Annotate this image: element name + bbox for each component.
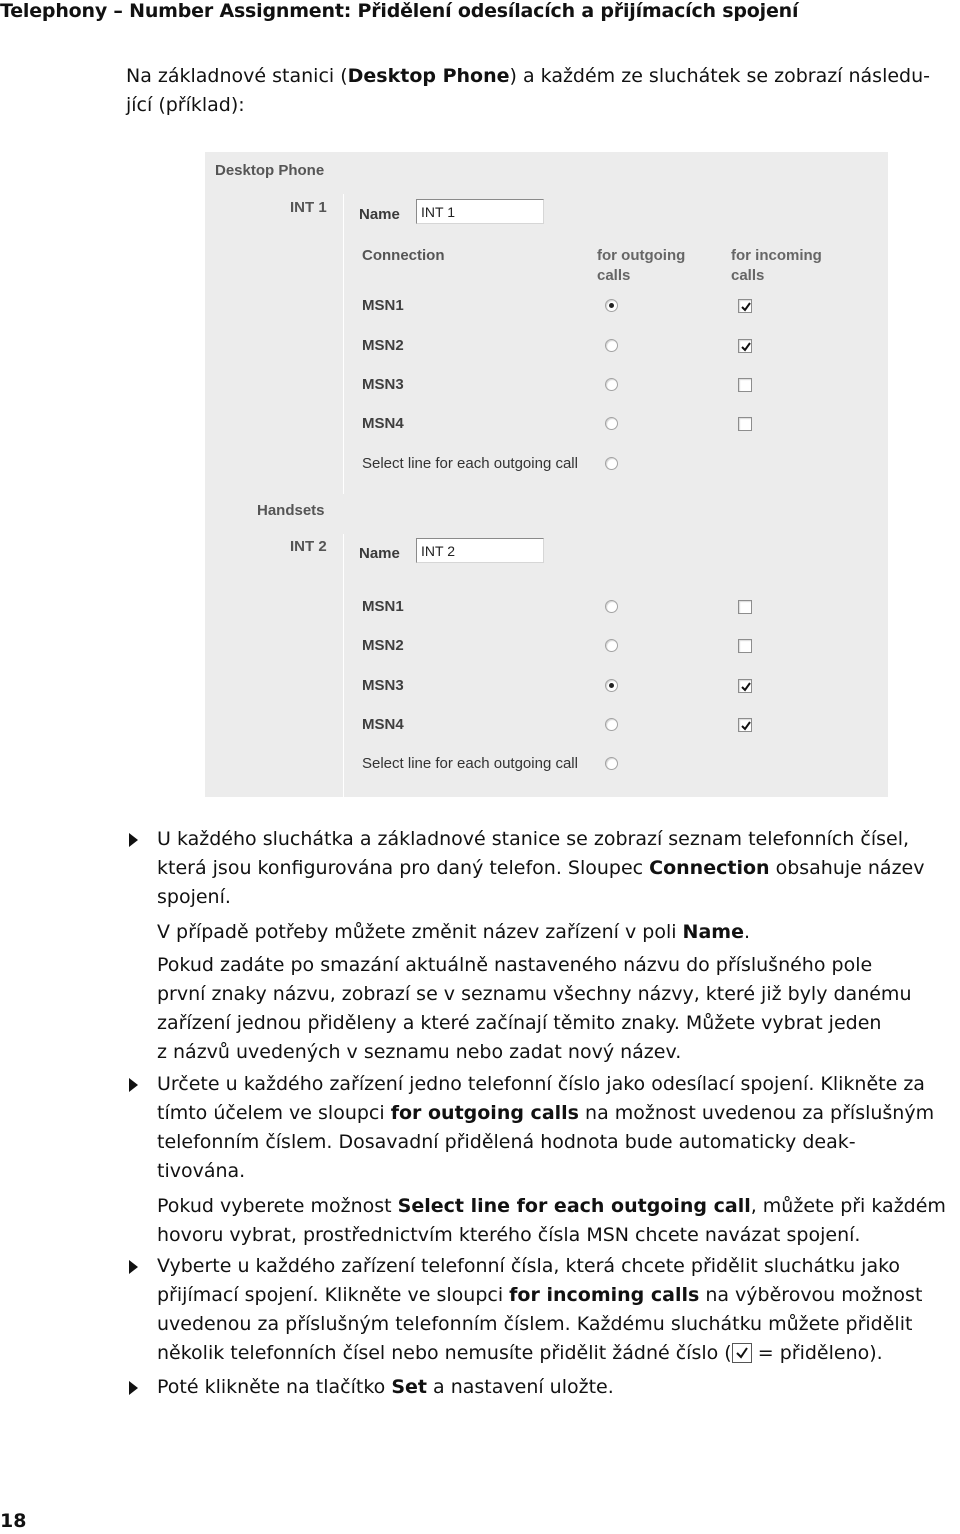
- instruction-set: [157, 1373, 957, 1402]
- text-line: [157, 1281, 957, 1310]
- name-input-int2[interactable]: [416, 538, 544, 563]
- text-span: = přiděleno).: [751, 1342, 883, 1364]
- checked-checkbox-icon: [732, 1343, 752, 1363]
- text-span: první znaky názvu, zobrazí se v seznamu všechny názvy, které již byly danému: [157, 983, 912, 1005]
- text-span: Vyberte u každého zařízení telefonní čísla, která chcete přidělit sluchátku jako: [157, 1255, 901, 1277]
- text-span: a nastavení uložte.: [426, 1376, 614, 1398]
- connection-label: MSN2: [362, 337, 404, 354]
- text-span: z názvů uvedených v seznamu nebo zadat nový název.: [157, 1041, 682, 1063]
- text-span: obsahuje název: [769, 857, 925, 879]
- page-number: 18: [0, 1510, 27, 1532]
- bullet-arrow-icon: [129, 1381, 138, 1395]
- text-span: U každého sluchátka a základnové stanice se zobrazí seznam telefonních čísel,: [157, 828, 910, 850]
- text-span: na výběrovou možnost: [699, 1284, 923, 1306]
- connection-label: MSN3: [362, 677, 404, 694]
- panel-divider: [343, 534, 344, 797]
- text-span: V případě potřeby můžete změnit název zařízení v poli: [157, 921, 683, 943]
- connection-label: MSN1: [362, 297, 404, 314]
- text-span: , můžete při každém: [750, 1195, 946, 1217]
- incoming-checkbox[interactable]: [738, 417, 752, 431]
- intro-text-2: ) a každém ze sluchátek se zobrazí následu-: [509, 65, 931, 87]
- bullet-arrow-icon: [129, 1260, 138, 1274]
- bold-term: Set: [391, 1376, 427, 1398]
- text-span: Poté klikněte na tlačítko: [157, 1376, 392, 1398]
- incoming-checkbox[interactable]: [738, 718, 752, 732]
- incoming-checkbox[interactable]: [738, 378, 752, 392]
- instruction-outgoing: [157, 1070, 957, 1250]
- handsets-title: Handsets: [257, 502, 325, 519]
- incoming-checkbox[interactable]: [738, 299, 752, 313]
- select-line-label: Select line for each outgoing call: [362, 455, 578, 472]
- intro-text-3: jící (příklad):: [126, 94, 245, 116]
- outgoing-header-line1: for outgoing: [597, 247, 686, 264]
- text-line: [157, 854, 957, 883]
- int-label: INT 1: [290, 199, 327, 216]
- intro-paragraph: [126, 62, 936, 120]
- text-line: [157, 1339, 957, 1368]
- text-line: [157, 918, 957, 947]
- text-line: [157, 883, 957, 912]
- bullet-arrow-icon: [129, 833, 138, 847]
- instruction-connection: [157, 825, 957, 1067]
- incoming-header: [731, 246, 822, 286]
- outgoing-radio[interactable]: [605, 339, 618, 352]
- text-span: která jsou konfigurována pro daný telefon. Sloupec: [157, 857, 650, 879]
- outgoing-header-line2: calls: [597, 267, 631, 284]
- select-line-radio[interactable]: [605, 757, 618, 770]
- text-line: [157, 1038, 957, 1067]
- int-label: INT 2: [290, 538, 327, 555]
- text-span: telefonním číslem. Dosavadní přidělená hodnota bude automaticky deak-: [157, 1131, 856, 1153]
- text-line: [157, 1221, 957, 1250]
- connection-label: MSN2: [362, 637, 404, 654]
- bold-term: for incoming calls: [509, 1284, 700, 1306]
- text-span: několik telefonních čísel nebo nemusíte přidělit žádné číslo (: [157, 1342, 732, 1364]
- text-span: Určete u každého zařízení jedno telefonní číslo jako odesílací spojení. Klikněte za: [157, 1073, 925, 1095]
- intro-bold: Desktop Phone: [347, 65, 510, 87]
- text-span: přijímací spojení. Klikněte ve sloupci: [157, 1284, 510, 1306]
- outgoing-header: [597, 246, 685, 286]
- page-header: Telephony – Number Assignment: Přidělení odesílacích a přijímacích spojení: [0, 0, 799, 22]
- text-line: [157, 980, 957, 1009]
- text-line: [157, 825, 957, 854]
- bold-term: Connection: [649, 857, 770, 879]
- outgoing-radio[interactable]: [605, 679, 618, 692]
- text-line: [157, 1252, 957, 1281]
- incoming-checkbox[interactable]: [738, 600, 752, 614]
- text-line: [157, 1070, 957, 1099]
- text-line: [157, 1009, 957, 1038]
- connection-label: MSN1: [362, 598, 404, 615]
- connection-label: MSN3: [362, 376, 404, 393]
- select-line-label: Select line for each outgoing call: [362, 755, 578, 772]
- text-span: uvedenou za příslušným telefonním číslem. Každému sluchátku můžete přidělit: [157, 1313, 913, 1335]
- name-label: Name: [359, 206, 400, 223]
- text-span: Pokud zadáte po smazání aktuálně nastaveného názvu do příslušného pole: [157, 954, 873, 976]
- text-span: Pokud vyberete možnost: [157, 1195, 398, 1217]
- text-line: [157, 1157, 957, 1186]
- outgoing-radio[interactable]: [605, 639, 618, 652]
- select-line-radio[interactable]: [605, 457, 618, 470]
- name-label: Name: [359, 545, 400, 562]
- text-line: [157, 1192, 957, 1221]
- text-span: zařízení jednou přiděleny a které začínají těmito znaky. Můžete vybrat jeden: [157, 1012, 882, 1034]
- text-span: tímto účelem ve sloupci: [157, 1102, 391, 1124]
- incoming-checkbox[interactable]: [738, 339, 752, 353]
- incoming-checkbox[interactable]: [738, 639, 752, 653]
- panel-divider: [343, 194, 344, 494]
- bold-term: Name: [682, 921, 744, 943]
- outgoing-radio[interactable]: [605, 718, 618, 731]
- text-span: tivována.: [157, 1160, 246, 1182]
- text-span: spojení.: [157, 886, 231, 908]
- outgoing-radio[interactable]: [605, 378, 618, 391]
- incoming-checkbox[interactable]: [738, 679, 752, 693]
- connection-label: MSN4: [362, 716, 404, 733]
- connection-label: MSN4: [362, 415, 404, 432]
- bullet-arrow-icon: [129, 1078, 138, 1092]
- text-span: na možnost uvedenou za příslušným: [578, 1102, 935, 1124]
- outgoing-radio[interactable]: [605, 417, 618, 430]
- instruction-incoming: [157, 1252, 957, 1368]
- desktop-phone-title: Desktop Phone: [215, 162, 325, 179]
- bold-term: Select line for each outgoing call: [397, 1195, 751, 1217]
- connection-header: Connection: [362, 247, 445, 264]
- text-line: [157, 951, 957, 980]
- text-line: [157, 1310, 957, 1339]
- outgoing-radio[interactable]: [605, 600, 618, 613]
- bold-term: for outgoing calls: [390, 1102, 579, 1124]
- text-line: [157, 1373, 957, 1402]
- intro-text-1: Na základnové stanici (: [126, 65, 348, 87]
- incoming-header-line1: for incoming: [731, 247, 822, 264]
- name-input-int1[interactable]: [416, 199, 544, 224]
- text-span: hovoru vybrat, prostřednictvím kterého čísla MSN chcete navázat spojení.: [157, 1224, 861, 1246]
- text-line: [157, 1128, 957, 1157]
- incoming-header-line2: calls: [731, 267, 765, 284]
- outgoing-radio[interactable]: [605, 299, 618, 312]
- settings-panel: [205, 152, 888, 797]
- text-line: [157, 1099, 957, 1128]
- text-span: .: [743, 921, 751, 943]
